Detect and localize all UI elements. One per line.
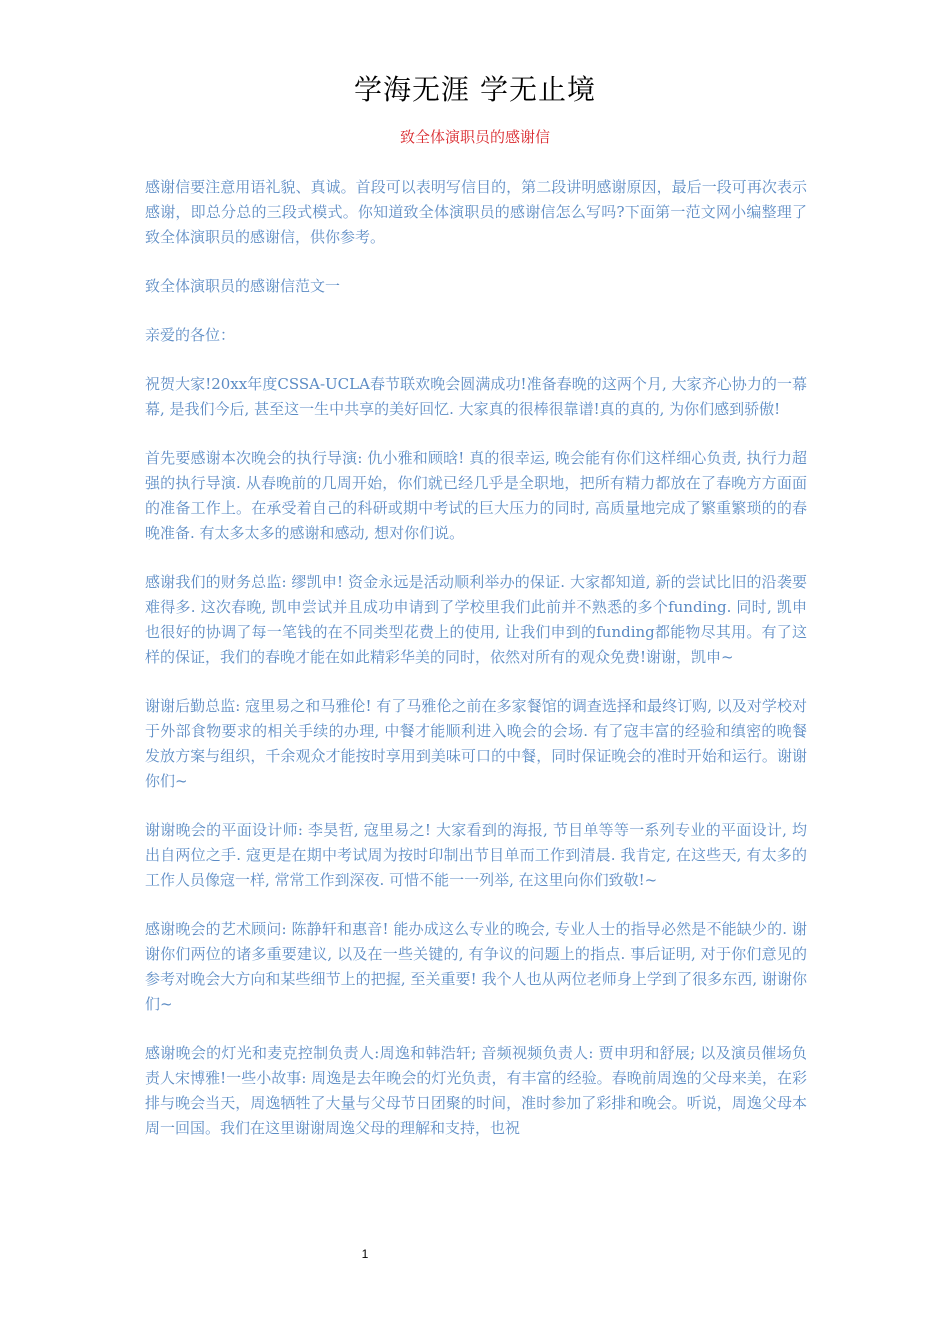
page-number: 1 [361, 1247, 369, 1261]
body-paragraph: 首先要感谢本次晚会的执行导演: 仇小雅和顾晗! 真的很幸运, 晚会能有你们这样细心负责, 执行力超强的执行导演. 从春晚前的几周开始，你们就已经几乎是全职地，把所有精力都放在了春晚方方面面的准备工作上。在承受着自己的科研或期中考试的巨大压力的同时, 高质量地完成了繁重繁琐的的春晚准备. 有太多太多的感谢和感动, 想对你们说。 [145, 449, 807, 542]
document-body [145, 175, 807, 1165]
page-header-title: 学海无涯 学无止境 [354, 73, 596, 106]
sample-heading: 致全体演职员的感谢信范文一 [145, 277, 341, 295]
body-paragraph: 谢谢晚会的平面设计师: 李昊哲, 寇里易之! 大家看到的海报, 节目单等等一系列专业的平面设计, 均出自两位之手. 寇更是在期中考试周为按时印制出节目单而工作到清晨. 我肯定, 在这些天, 有太多的工作人员像寇一样, 常常工作到深夜. 可惜不能一一列举, 在这里向你们致敬!~ [145, 821, 807, 889]
body-paragraph: 谢谢后勤总监: 寇里易之和马雅伦! 有了马雅伦之前在多家餐馆的调查选择和最终订购, 以及对学校对于外部食物要求的相关手续的办理, 中餐才能顺利进入晚会的会场. 有了寇丰富的经验和缜密的晚餐发放方案与组织，千余观众才能按时享用到美味可口的中餐，同时保证晚会的准时开始和运行。谢谢你们~ [145, 697, 807, 790]
body-paragraph: 祝贺大家!20xx年度CSSA-UCLA春节联欢晚会圆满成功!准备春晚的这两个月, 大家齐心协力的一幕幕, 是我们今后, 甚至这一生中共享的美好回忆. 大家真的很棒很靠谱!真的真的, 为你们感到骄傲! [145, 375, 807, 418]
document-subtitle: 致全体演职员的感谢信 [399, 128, 550, 146]
body-paragraph: 感谢晚会的艺术顾问: 陈静轩和惠音! 能办成这么专业的晚会, 专业人士的指导必然是不能缺少的. 谢谢你们两位的诸多重要建议, 以及在一些关键的, 有争议的问题上的指点. 事后证明, 对于你们意见的参考对晚会大方向和某些细节上的把握, 至关重要! 我个人也从两位老师身上学到了很多东西, 谢谢你们~ [145, 920, 807, 1013]
salutation: 亲爱的各位： [145, 326, 236, 344]
intro-paragraph: 感谢信要注意用语礼貌、真诚。首段可以表明写信目的，第二段讲明感谢原因，最后一段可再次表示感谢，即总分总的三段式模式。你知道致全体演职员的感谢信怎么写吗?下面第一范文网小编整理了致全体演职员的感谢信，供你参考。 [145, 178, 807, 246]
body-paragraph: 感谢我们的财务总监: 缪凯申! 资金永远是活动顺利举办的保证. 大家都知道, 新的尝试比旧的沿袭要难得多. 这次春晚, 凯申尝试并且成功申请到了学校里我们此前并不熟悉的多个funding. 同时, 凯申也很好的协调了每一笔钱的在不同类型花费上的使用, 让我们申到的funding都能物尽其用。有了这样的保证，我们的春晚才能在如此精彩华美的同时，依然对所有的观众免费!谢谢，凯申~ [145, 573, 807, 666]
body-paragraph: 感谢晚会的灯光和麦克控制负责人:周逸和韩浩轩; 音频视频负责人: 贾申玥和舒展; 以及演员催场负责人宋博雅!一些小故事: 周逸是去年晚会的灯光负责，有丰富的经验。春晚前周逸的父母来美，在彩排与晚会当天，周逸牺牲了大量与父母节日团聚的时间，准时参加了彩排和晚会。听说，周逸父母本周一回国。我们在这里谢谢周逸父母的理解和支持，也祝 [145, 1044, 807, 1137]
